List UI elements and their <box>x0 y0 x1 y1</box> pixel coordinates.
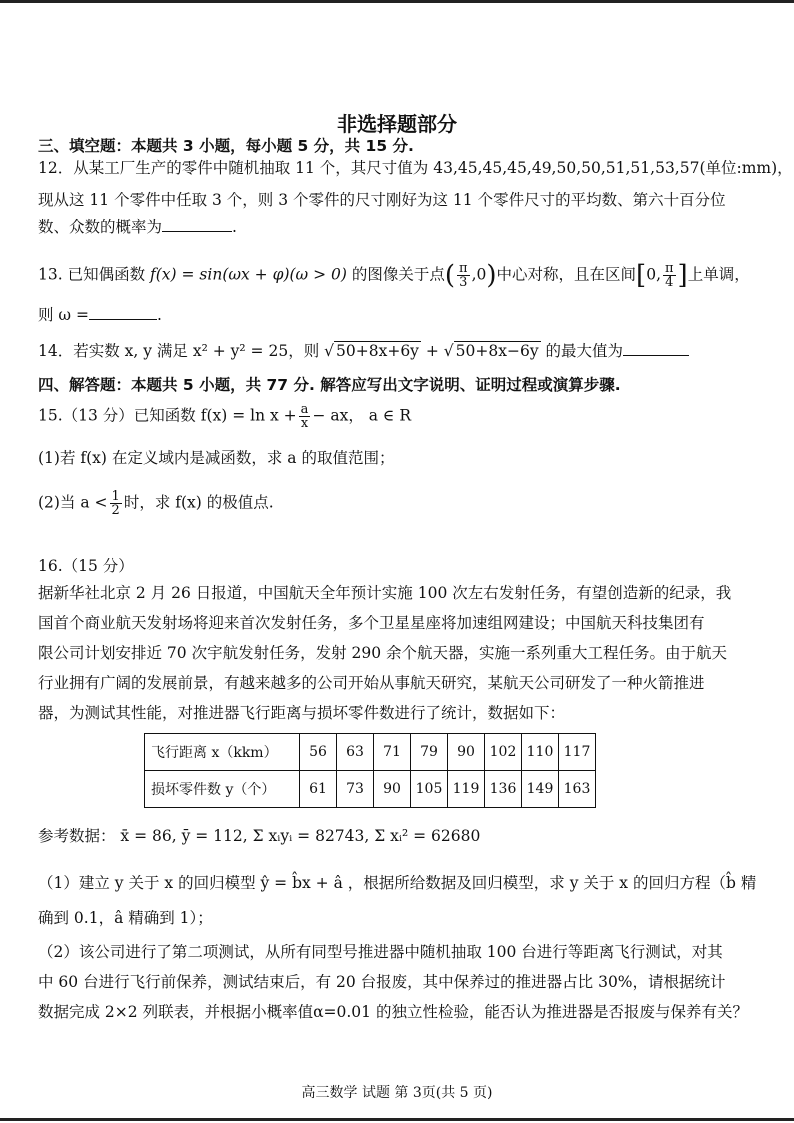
table-cell: 71 <box>374 734 411 771</box>
q14-suffix: 的最大值为 <box>540 342 624 360</box>
q15-sub2-pre: (2)当 a < <box>38 493 108 512</box>
q13-mid2: 中心对称，且在区间 <box>496 265 637 284</box>
q13-point-rest: ,0 <box>471 265 487 284</box>
row-label: 飞行距离 x（kkm） <box>145 734 300 771</box>
q12-line2: 现从这 11 个零件中任取 3 个，则 3 个零件的尺寸刚好为这 11 个零件尺寸的平均数、第六十百分位 <box>38 191 726 209</box>
q13-interval-left: 0, <box>646 265 661 284</box>
q13-text2: 则 ω = <box>38 306 89 324</box>
table-cell: 56 <box>300 734 337 771</box>
q12-line1: 12．从某工厂生产的零件中随机抽取 11 个，其尺寸值为 43,45,45,45,49,50,50,51,51,53,57(单位:mm)， <box>38 159 793 177</box>
table-cell: 61 <box>300 771 337 808</box>
answer-blank <box>162 215 232 232</box>
table-cell: 136 <box>485 771 522 808</box>
q15-sub2-post: 时，求 f(x) 的极值点. <box>123 493 274 512</box>
q13-point-frac: $\frac{\pi}{3}$ <box>459 261 468 290</box>
table-cell: 102 <box>485 734 522 771</box>
q14-root2: 50+8x−6y <box>455 342 539 360</box>
answer-blank <box>623 339 689 356</box>
q16-sub2b: 中 60 台进行飞行前保养，测试结束后，有 20 台报废，其中保养过的推进器占比 30%，请根据统计 <box>38 973 726 991</box>
q14-plus: + <box>420 342 444 360</box>
table-cell: 90 <box>448 734 485 771</box>
table-cell: 119 <box>448 771 485 808</box>
q13-mid1: 的图像关于点 <box>346 265 445 284</box>
table-cell: 117 <box>559 734 596 771</box>
q13-func: f(x) = sin(ωx + φ)(ω > 0) <box>150 265 347 284</box>
q12-text: 数、众数的概率为 <box>38 218 163 236</box>
part3-header: 三、填空题：本题共 3 小题，每小题 5 分，共 15 分. <box>38 137 414 155</box>
q16-p5: 器，为测试其性能，对推进器飞行距离与损坏零件数进行了统计，数据如下： <box>38 704 566 722</box>
q13-line1: 13. 已知偶函数 f(x) = sin(ωx + φ)(ω > 0) 的图像关于点( $\frac{\pi}{3}$ ,0)中心对称，且在区间[0, $\frac{\pi}{4}$ ]上单调， <box>38 260 750 291</box>
q16-sub2c: 数据完成 2×2 列联表，并根据小概率值α=0.01 的独立性检验，能否认为推进器是否报废与保养有关？ <box>38 1003 748 1021</box>
page-footer: 高三数学 试题 第 3页(共 5 页) <box>301 1085 493 1101</box>
table-cell: 149 <box>522 771 559 808</box>
q16-sub1a: （1）建立 y 关于 x 的回归模型 ŷ = b̂x + â ，根据所给数据及回归模型，求 y 关于 x 的回归方程（b̂ 精 <box>38 874 757 892</box>
bottom-border <box>0 1118 794 1121</box>
row-label: 损坏零件数 y（个） <box>145 771 300 808</box>
q15-sub2 <box>38 490 274 517</box>
q12-line3: 数、众数的概率为 . <box>38 215 237 237</box>
q16-head: 16.（15 分） <box>38 557 134 575</box>
q13-interval-frac: $\frac{\pi}{4}$ <box>665 261 674 290</box>
q15-frac: $\frac{a}{x}$ <box>300 402 309 431</box>
q16-p4: 行业拥有广阔的发展前景，有越来越多的公司开始从事航天研究，某航天公司研发了一种火箭推进 <box>38 674 705 692</box>
q14-root1: 50+8x+6y <box>336 342 419 360</box>
top-border <box>0 0 794 3</box>
data-table <box>144 733 596 808</box>
answer-blank <box>89 303 157 320</box>
table-cell: 73 <box>337 771 374 808</box>
q15-head <box>38 403 411 430</box>
q15-sub2-frac: $\frac{1}{2}$ <box>111 489 120 518</box>
q16-p3: 限公司计划安排近 70 次宇航发射任务，发射 290 余个航天器，实施一系列重大工程任务。由于航天 <box>38 644 728 662</box>
q13-suffix: 上单调， <box>687 265 750 284</box>
q13-prefix: 13. 已知偶函数 <box>38 265 151 284</box>
reference-data: 参考数据： x̄ = 86, ȳ = 112, Σ xᵢyᵢ = 82743, Σ xᵢ² = 62680 <box>38 827 481 845</box>
q13-line2: 则 ω = . <box>38 303 162 325</box>
table-cell: 110 <box>522 734 559 771</box>
table-cell: 63 <box>337 734 374 771</box>
q15-sub1: (1)若 f(x) 在定义域内是减函数，求 a 的取值范围； <box>38 449 395 467</box>
q15-head-text: 15.（13 分）已知函数 f(x) = ln x + <box>38 406 297 425</box>
q16-p2: 国首个商业航天发射场将迎来首次发射任务，多个卫星星座将加速组网建设；中国航天科技集团有 <box>38 614 705 632</box>
table-cell: 79 <box>411 734 448 771</box>
table-row <box>145 734 596 771</box>
q14-prefix: 14．若实数 x, y 满足 x² + y² = 25，则 <box>38 342 325 360</box>
table-cell: 163 <box>559 771 596 808</box>
table-row <box>145 771 596 808</box>
q16-sub2a: （2）该公司进行了第二项测试，从所有同型号推进器中随机抽取 100 台进行等距离飞行测试，对其 <box>38 943 723 961</box>
part4-header: 四、解答题：本题共 5 小题，共 77 分. 解答应写出文字说明、证明过程或演算步骤. <box>38 376 621 394</box>
table-cell: 105 <box>411 771 448 808</box>
q14-line: 14．若实数 x, y 满足 x² + y² = 25，则 √ 50+8x+6y + √ 50+8x−6y 的最大值为 <box>38 339 689 361</box>
q16-sub1b: 确到 0.1，â 精确到 1）； <box>38 909 213 927</box>
table-cell: 90 <box>374 771 411 808</box>
q15-tail: − ax， a ∈ R <box>312 406 412 425</box>
section-title: 非选择题部分 <box>337 112 457 136</box>
q16-p1: 据新华社北京 2 月 26 日报道，中国航天全年预计实施 100 次左右发射任务，有望创造新的纪录，我 <box>38 584 732 602</box>
